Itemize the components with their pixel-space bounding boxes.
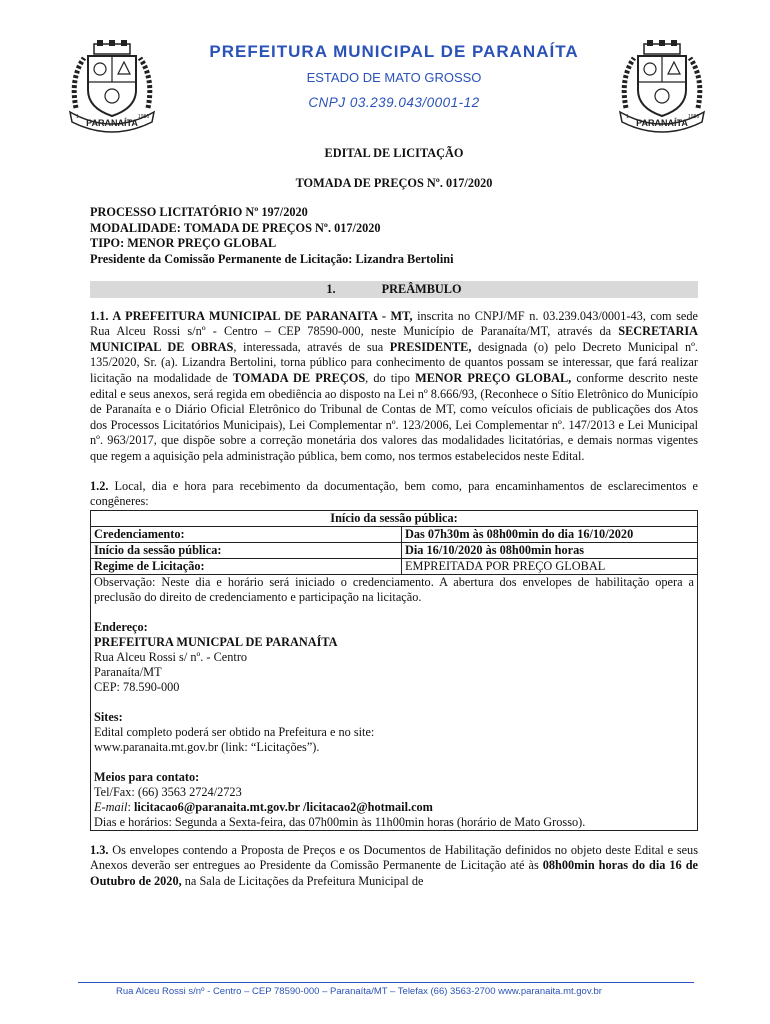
contact-label: Meios para contato: xyxy=(94,769,200,784)
email-line: E-mail: licitacao6@paranaita.mt.gov.br /licitacao2@hotmail.com xyxy=(94,799,433,814)
table-label: Credenciamento: xyxy=(91,526,402,542)
svg-text:1986: 1986 xyxy=(138,114,150,120)
address-line: CEP: 78.590-000 xyxy=(94,679,180,694)
table-value: EMPREITADA POR PREÇO GLOBAL xyxy=(402,558,698,574)
paragraph-1-2 xyxy=(90,479,698,510)
meta-line: TIPO: MENOR PREÇO GLOBAL xyxy=(90,236,277,251)
svg-text:1986: 1986 xyxy=(688,114,700,120)
document-subtitle: TOMADA DE PREÇOS Nº. 017/2020 xyxy=(295,175,493,190)
table-value: Dia 16/10/2020 às 08h00min horas xyxy=(402,542,698,558)
municipal-seal-icon xyxy=(612,38,712,138)
table-row xyxy=(91,542,698,558)
footer-divider xyxy=(78,982,694,983)
sites-label: Sites: xyxy=(94,709,123,724)
meta-line: MODALIDADE: TOMADA DE PREÇOS Nº. 017/2020 xyxy=(90,220,381,235)
clause-text: designada (o) pelo Decreto Municipal nº. 135/2020, Sr. (a). Lizandra Bertolini, torna público para conhecimento de quantos possam se interessar, que fará realizar licitação na modalidade de xyxy=(90,339,699,385)
svg-text:1: 1 xyxy=(76,114,79,120)
paragraph-1-3 xyxy=(90,843,698,890)
municipality-title: PREFEITURA MUNICIPAL DE PARANAÍTA xyxy=(209,42,579,61)
clause-text: Local, dia e hora para recebimento da documentação, bem como, para encaminhamentos de esclarecimentos e congêneres: xyxy=(90,478,698,509)
table-label: Regime de Licitação: xyxy=(91,558,402,574)
clause-text: inscrita no CNPJ/MF n. 03.239.043/0001-43, com sede Rua Alceu Rossi s/nº - Centro – CEP 78590-000, neste Município de Paranaíta/MT, através da xyxy=(90,308,698,339)
clause-number: 1.2. xyxy=(90,478,109,493)
state-name: ESTADO DE MATO GROSSO xyxy=(306,70,482,85)
email-label: E-mail xyxy=(94,799,128,814)
meta-line: Presidente da Comissão Permanente de Licitação: Lizandra Bertolini xyxy=(90,251,454,266)
observation-text: Observação: Neste dia e horário será iniciado o credenciamento. A abertura dos envelopes de habilitação opera a preclusão do direito de credenciamento e participação na licitação. xyxy=(94,574,694,604)
address-label: Endereço: xyxy=(94,619,148,634)
table-heading: Início da sessão pública: xyxy=(91,510,698,526)
footer-address: Rua Alceu Rossi s/nº - Centro – CEP 78590-000 – Paranaíta/MT – Telefax (66) 3563-2700 www.paranaita.mt.gov.br xyxy=(116,986,602,997)
cnpj-number: CNPJ 03.239.043/0001-12 xyxy=(308,95,480,110)
section-title: PREÂMBULO xyxy=(381,281,462,296)
svg-text:1: 1 xyxy=(626,114,629,120)
clause-emphasis: PRESIDENTE, xyxy=(389,339,472,354)
clause-text: conforme descrito neste edital e seus anexos, será regida em obediência ao disposto na Lei nº 8.666/93, (Reconhece o Sítio Eletrônico do Município de Paranaíta e o Diário Oficial Eletrônico do Tribunal de Contas de MT, como veículos oficiais de publicações dos Atos dos Processos Licitatórios Municipais), Lei Complementar nº. 123/2006, Lei Complementar nº. 147/2013 e Lei Municipal nº. 963/2017, que dispõe sobre a correção monetária dos valores das modalidades licitatórias, e demais normas vigentes que regem a aquisição pela administração pública, bem como, nos termos estabelecidos neste Edital. xyxy=(90,370,698,463)
table-details-cell xyxy=(91,574,698,830)
clause-text: , do tipo xyxy=(365,370,416,385)
clause-text: , interessada, através de sua xyxy=(233,339,390,354)
sites-line: Edital completo poderá ser obtido na Prefeitura e no site: xyxy=(94,724,375,739)
process-metadata xyxy=(90,205,698,267)
table-row xyxy=(91,510,698,526)
table-row xyxy=(91,558,698,574)
office-hours: Dias e horários: Segunda a Sexta-feira, das 07h00min às 11h00min horas (horário de Mato Grosso). xyxy=(94,814,586,829)
section-number: 1. xyxy=(326,281,336,296)
clause-number: 1.3. xyxy=(90,842,109,857)
address-line: Rua Alceu Rossi s/ nº. - Centro xyxy=(94,649,248,664)
section-heading xyxy=(90,281,698,298)
document-title: EDITAL DE LICITAÇÃO xyxy=(324,146,464,160)
phone-number: Tel/Fax: (66) 3563 2724/2723 xyxy=(94,784,242,799)
clause-text: Os envelopes contendo a Proposta de Preços e os Documentos de Habilitação definidos no objeto deste Edital e seus Anexos deverão ser entregues ao Presidente da Comissão Permanente de Licitação até às xyxy=(90,842,698,873)
clause-emphasis: MENOR PREÇO GLOBAL, xyxy=(415,370,572,385)
document-body xyxy=(90,146,698,889)
session-info-table xyxy=(90,510,698,831)
letterhead xyxy=(0,38,770,138)
table-row xyxy=(91,526,698,542)
table-value: Das 07h30m às 08h00min do dia 16/10/2020 xyxy=(402,526,698,542)
clause-text: na Sala de Licitações da Prefeitura Municipal de xyxy=(181,873,424,888)
svg-text:PARANAÍTA: PARANAÍTA xyxy=(636,118,688,128)
clause-emphasis: 08h00min horas do dia 16 de Outubro de 2020, xyxy=(90,858,698,888)
sites-line: www.paranaita.mt.gov.br (link: “Licitações”). xyxy=(94,739,320,754)
table-label: Início da sessão pública: xyxy=(91,542,402,558)
address-line: Paranaíta/MT xyxy=(94,664,162,679)
clause-number: 1.1. xyxy=(90,308,109,323)
svg-text:PARANAÍTA: PARANAÍTA xyxy=(86,118,138,128)
address-name: PREFEITURA MUNICPAL DE PARANAÍTA xyxy=(94,634,338,649)
clause-emphasis: SECRETARIA MUNICIPAL DE OBRAS xyxy=(90,324,698,354)
paragraph-1-1 xyxy=(90,309,698,465)
meta-line: PROCESSO LICITATÓRIO Nº 197/2020 xyxy=(90,205,308,220)
table-row xyxy=(91,574,698,830)
clause-emphasis: TOMADA DE PREÇOS xyxy=(232,370,366,385)
email-address: licitacao6@paranaita.mt.gov.br /licitacao2@hotmail.com xyxy=(133,799,433,814)
clause-lead: A PREFEITURA MUNICIPAL DE PARANAITA - MT, xyxy=(108,308,413,323)
